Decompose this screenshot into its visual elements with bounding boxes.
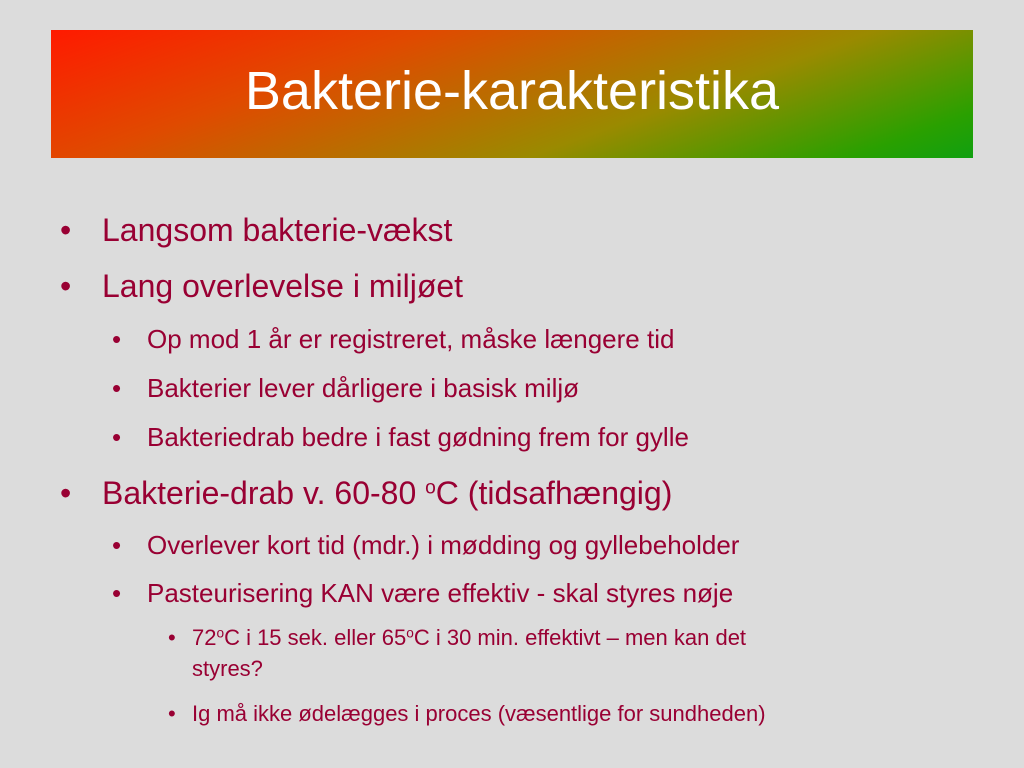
degree-superscript: o xyxy=(425,477,436,499)
list-item xyxy=(102,475,672,511)
list-item-continuation: styres? xyxy=(192,656,263,681)
bullet-marker: • xyxy=(112,324,122,354)
list-item-text: C (tidsafhængig) xyxy=(435,475,673,511)
bullet-marker: • xyxy=(112,530,122,560)
list-item xyxy=(192,624,746,652)
slide-title: Bakterie-karakteristika xyxy=(244,61,780,121)
bullet-marker: • xyxy=(112,373,122,403)
list-item: Bakterier lever dårligere i basisk miljø xyxy=(147,373,580,403)
list-item: Pasteurisering KAN være effektiv - skal styres nøje xyxy=(147,578,734,608)
degree-superscript: o xyxy=(406,625,414,641)
list-item: Lang overlevelse i miljøet xyxy=(102,268,464,304)
bullet-marker: • xyxy=(60,212,72,248)
list-item: Op mod 1 år er registreret, måske længere tid xyxy=(147,324,675,354)
list-item-text: C i 30 min. effektivt – men kan det xyxy=(413,625,747,650)
bullet-marker: • xyxy=(112,422,122,452)
list-item: Overlever kort tid (mdr.) i mødding og gyllebeholder xyxy=(147,530,740,560)
degree-superscript: o xyxy=(216,625,225,641)
bullet-marker: • xyxy=(112,578,122,608)
list-item-text: Bakterie-drab v. 60-80 xyxy=(102,475,426,511)
bullet-marker: • xyxy=(168,625,176,650)
bullet-marker: • xyxy=(60,268,72,304)
list-item: Langsom bakterie-vækst xyxy=(102,212,453,248)
list-item-text: C i 15 sek. eller 65 xyxy=(224,625,407,650)
list-item-text: 72 xyxy=(192,625,217,650)
list-item: Ig må ikke ødelægges i proces (væsentlige for sundheden) xyxy=(192,701,766,726)
list-item: Bakteriedrab bedre i fast gødning frem for gylle xyxy=(147,422,689,452)
bullet-marker: • xyxy=(60,475,72,511)
bullet-marker: • xyxy=(168,701,176,726)
